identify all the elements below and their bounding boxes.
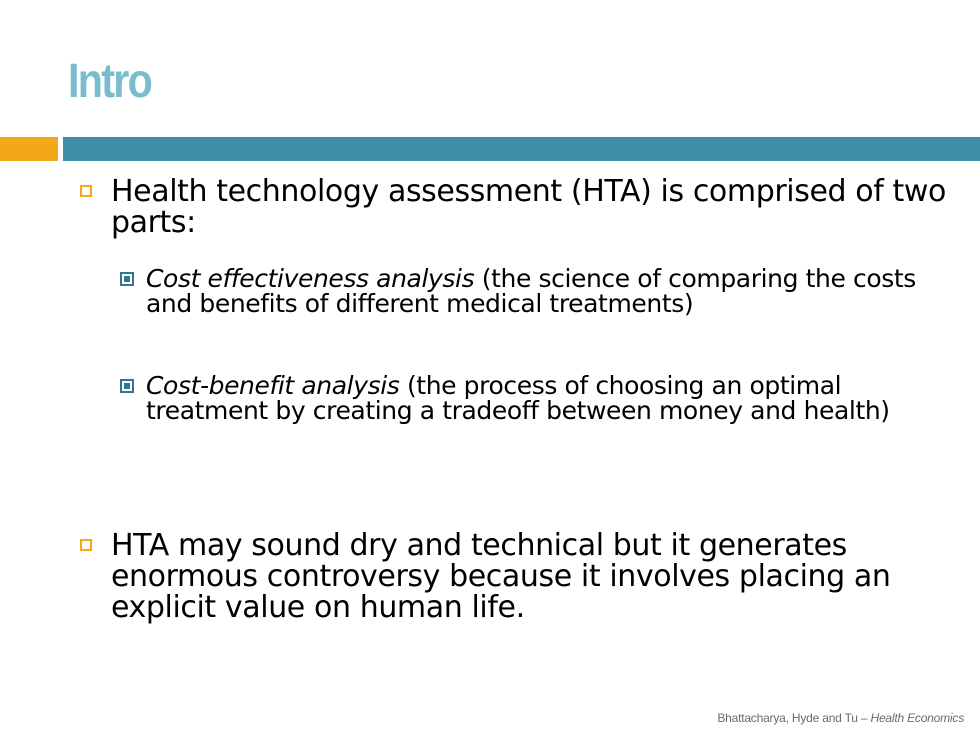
sub-bullet-term: Cost-benefit analysis (146, 371, 400, 400)
bullet-hta-controversy (80, 530, 960, 623)
footer-citation (717, 711, 964, 725)
sub-bullet-description: (the science of comparing the costs and benefits of different medical treatments) (146, 264, 916, 318)
bullet-text: HTA may sound dry and technical but it generates enormous controversy because it involves placing an explicit value on human life. (111, 528, 891, 625)
sub-bullet-description: (the process of choosing an optimal treatment by creating a tradeoff between money and health) (146, 371, 890, 425)
bullet-text: Health technology assessment (HTA) is comprised of two parts: (111, 174, 946, 240)
hollow-square-bullet-icon (80, 185, 92, 197)
bullet-hta-parts (80, 176, 960, 238)
sub-bullet-cost-benefit (120, 373, 940, 423)
accent-bar-teal (63, 137, 980, 161)
footer-authors: Bhattacharya, Hyde and Tu – (717, 711, 871, 725)
sub-bullet-cost-effectiveness (120, 266, 940, 316)
filled-square-bullet-icon (120, 379, 134, 393)
filled-square-bullet-icon (120, 272, 134, 286)
slide-title: Intro (68, 55, 152, 108)
accent-bar-orange (0, 137, 58, 161)
footer-book-title: Health Economics (870, 711, 964, 725)
hollow-square-bullet-icon (80, 539, 92, 551)
sub-bullet-term: Cost effectiveness analysis (146, 264, 475, 293)
